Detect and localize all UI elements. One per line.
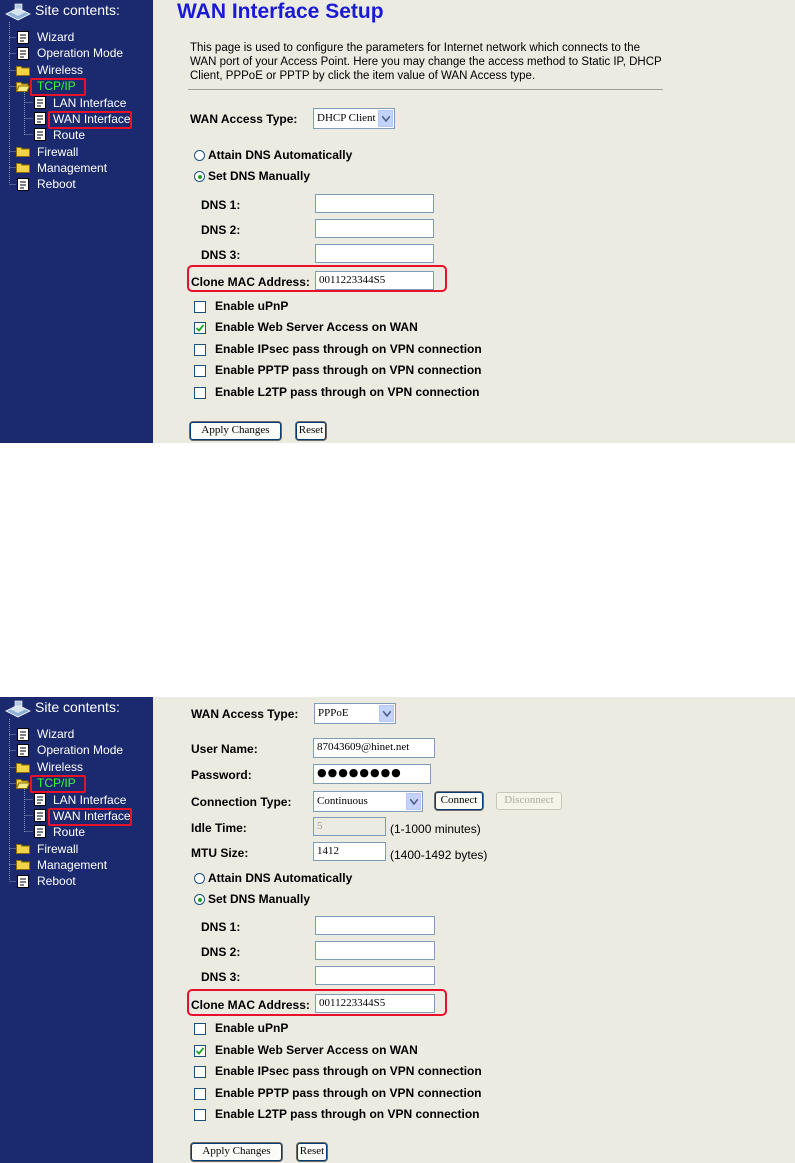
wan-access-type-select[interactable] [313,108,395,129]
page-icon [17,728,29,741]
reset-button[interactable]: Reset [297,1143,327,1161]
dns-manual-radio[interactable] [194,171,205,182]
sidebar [0,0,153,443]
wan-access-type-value: DHCP Client [317,112,376,124]
chevron-down-icon [379,705,394,722]
folder-icon [16,762,30,773]
dns1-input[interactable] [315,194,434,213]
highlight-box [187,989,447,1016]
highlight-box [48,808,132,826]
sidebar-item-route[interactable]: Route [53,128,86,142]
l2tp-label: Enable L2TP pass through on VPN connection [215,1107,480,1121]
web-server-access-checkbox[interactable] [194,322,206,334]
sidebar-item-tcpip[interactable]: TCP/IP [37,776,76,790]
sidebar-item-reboot[interactable]: Reboot [37,874,76,888]
sidebar-item-operation-mode[interactable]: Operation Mode [37,743,124,757]
ipsec-label: Enable IPsec pass through on VPN connection [215,342,482,356]
sidebar-item-wan-interface[interactable]: WAN Interface [53,809,131,823]
page-icon [34,809,46,822]
dns3-label: DNS 3: [201,970,241,984]
wan-access-type-select[interactable] [314,703,396,724]
connection-type-select[interactable] [313,791,423,812]
user-name-label: User Name: [191,742,258,756]
divider [188,89,663,90]
folder-icon [16,859,30,870]
page-icon [34,112,46,125]
connection-type-label: Connection Type: [191,795,292,809]
pptp-label: Enable PPTP pass through on VPN connection [215,1086,482,1100]
main-content [153,0,795,443]
main-content [153,697,795,1163]
sidebar-item-wireless[interactable]: Wireless [37,63,84,77]
sidebar-item-lan-interface[interactable]: LAN Interface [53,96,127,110]
dns1-input[interactable] [315,916,435,935]
clone-mac-input[interactable]: 0011223344S5 [315,994,435,1013]
pptp-checkbox[interactable] [194,1088,206,1100]
wan-access-type-value: PPPoE [318,707,349,719]
sidebar-item-firewall[interactable]: Firewall [37,145,79,159]
dns2-label: DNS 2: [201,945,241,959]
sidebar-item-wireless[interactable]: Wireless [37,760,84,774]
folder-open-icon [16,778,30,789]
dns2-input[interactable] [315,941,435,960]
page-title: WAN Interface Setup [177,0,384,23]
mtu-size-label: MTU Size: [191,846,249,860]
apply-changes-button[interactable]: Apply Changes [190,422,281,440]
page-icon [34,793,46,806]
sidebar-item-management[interactable]: Management [37,161,108,175]
mtu-size-input[interactable]: 1412 [313,842,386,861]
page-icon [17,875,29,888]
wan-access-type-label: WAN Access Type: [190,112,298,126]
network-computer-icon [4,700,32,718]
wan-access-type-label: WAN Access Type: [191,707,299,721]
dns3-label: DNS 3: [201,248,241,262]
password-label: Password: [191,768,252,782]
sidebar-item-lan-interface[interactable]: LAN Interface [53,793,127,807]
ipsec-label: Enable IPsec pass through on VPN connection [215,1064,482,1078]
page-icon [34,825,46,838]
disconnect-button[interactable]: Disconnect [496,792,562,810]
sidebar-item-operation-mode[interactable]: Operation Mode [37,46,124,60]
screenshot-pppoe [0,697,795,1163]
password-input[interactable]: ●●●●●●●● [313,764,431,784]
ipsec-checkbox[interactable] [194,344,206,356]
upnp-checkbox[interactable] [194,1023,206,1035]
upnp-checkbox[interactable] [194,301,206,313]
dns-auto-label: Attain DNS Automatically [208,871,353,885]
dns-manual-label: Set DNS Manually [208,892,311,906]
l2tp-checkbox[interactable] [194,1109,206,1121]
idle-time-input[interactable]: 5 [313,817,386,836]
dns2-input[interactable] [315,219,434,238]
folder-icon [16,146,30,157]
sidebar-item-firewall[interactable]: Firewall [37,842,79,856]
page-description: This page is used to configure the parameters for Internet network which connects to the WAN port of your Access Point. Here you may change the access method to Static IP, DHCP Client, PPPoE or PPTP by click the item value of WAN Access type. [190,42,662,82]
apply-changes-button[interactable]: Apply Changes [191,1143,282,1161]
dns-manual-radio[interactable] [194,894,205,905]
sidebar-item-tcpip[interactable]: TCP/IP [37,79,76,93]
clone-mac-input[interactable]: 0011223344S5 [315,271,434,290]
network-computer-icon [4,3,32,21]
user-name-input[interactable]: 87043609@hinet.net [313,738,435,758]
highlight-box [30,78,86,96]
chevron-down-icon [406,793,421,810]
dns-auto-radio[interactable] [194,873,205,884]
sidebar-item-route[interactable]: Route [53,825,86,839]
folder-icon [16,162,30,173]
connection-type-value: Continuous [317,795,368,807]
mtu-size-hint: (1400-1492 bytes) [390,848,488,862]
upnp-label: Enable uPnP [215,1021,289,1035]
folder-icon [16,843,30,854]
page-icon [17,47,29,60]
page-icon [17,31,29,44]
page-icon [34,128,46,141]
highlight-box [48,111,132,129]
site-contents-title: Site contents: [35,2,120,18]
sidebar-item-wan-interface[interactable]: WAN Interface [53,112,131,126]
pptp-checkbox[interactable] [194,365,206,377]
folder-open-icon [16,81,30,92]
idle-time-hint: (1-1000 minutes) [390,822,481,836]
ipsec-checkbox[interactable] [194,1066,206,1078]
web-server-access-label: Enable Web Server Access on WAN [215,320,418,334]
l2tp-checkbox[interactable] [194,387,206,399]
web-server-access-checkbox[interactable] [194,1045,206,1057]
sidebar-item-management[interactable]: Management [37,858,108,872]
sidebar-item-wizard[interactable]: Wizard [37,30,75,44]
page-icon [17,744,29,757]
connect-button[interactable]: Connect [435,792,483,810]
sidebar-item-reboot[interactable]: Reboot [37,177,76,191]
page-icon [34,96,46,109]
highlight-box [187,265,447,292]
chevron-down-icon [378,110,393,127]
dns-auto-radio[interactable] [194,150,205,161]
reset-button[interactable]: Reset [296,422,326,440]
pptp-label: Enable PPTP pass through on VPN connection [215,363,482,377]
page-icon [17,178,29,191]
dns-auto-label: Attain DNS Automatically [208,148,353,162]
dns1-label: DNS 1: [201,198,241,212]
clone-mac-label: Clone MAC Address: [191,275,310,289]
screenshot-dhcp-client [0,0,795,443]
sidebar-item-wizard[interactable]: Wizard [37,727,75,741]
dns1-label: DNS 1: [201,920,241,934]
dns3-input[interactable] [315,244,434,263]
upnp-label: Enable uPnP [215,299,289,313]
clone-mac-label: Clone MAC Address: [191,998,310,1012]
dns-manual-label: Set DNS Manually [208,169,311,183]
l2tp-label: Enable L2TP pass through on VPN connection [215,385,480,399]
dns3-input[interactable] [315,966,435,985]
highlight-box [30,775,86,793]
site-contents-title: Site contents: [35,699,120,715]
sidebar [0,697,153,1163]
web-server-access-label: Enable Web Server Access on WAN [215,1043,418,1057]
dns2-label: DNS 2: [201,223,241,237]
folder-icon [16,65,30,76]
idle-time-label: Idle Time: [191,821,247,835]
